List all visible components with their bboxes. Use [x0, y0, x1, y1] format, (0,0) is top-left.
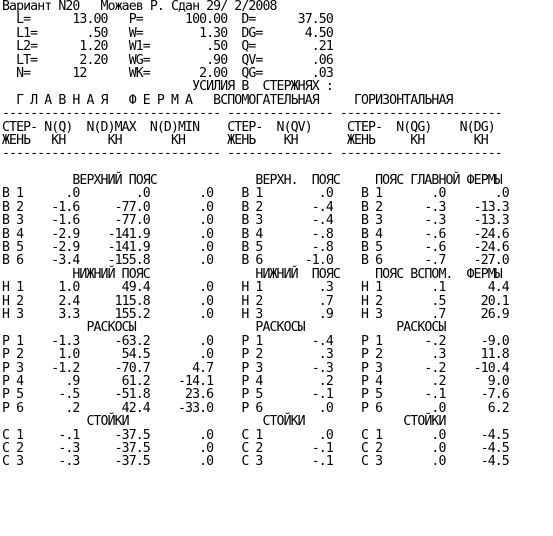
report-line: Г Л А В Н А Я Ф Е Р М А ВСПОМОГАТЕЛЬНАЯ ГОРИЗОНТАЛЬНАЯ	[2, 92, 453, 108]
report-line: СТЕР- N(Q) N(D)MAX N(D)MIN СТЕР- N(QV) СТЕР- N(QG) N(DG)	[2, 119, 495, 135]
report-line: НИЖНИЙ ПОЯС НИЖНИЙ ПОЯС ПОЯС ВСПОМ. ФЕРМЫ	[2, 266, 502, 282]
report-line: РАСКОСЫ РАСКОСЫ РАСКОСЫ	[2, 320, 446, 336]
report-line: Р 1 -1.3 -63.2 .0 Р 1 -.4 Р 1 -.2 -9.0	[2, 333, 509, 349]
report-line: С 3 -.3 -37.5 .0 С 3 -.1 С 3 .0 -4.5	[2, 454, 509, 470]
report-line: ------------------------------- --------------- -----------------------	[2, 106, 502, 122]
report-line: Н 3 3.3 155.2 .0 Н 3 .9 Н 3 .7 26.9	[2, 306, 509, 322]
report-line: N= 12 WK= 2.00 QG= .03	[2, 65, 333, 81]
report-line: В 2 -1.6 -77.0 .0 В 2 -.4 В 2 -.3 -13.3	[2, 199, 509, 215]
report-line: Р 3 -1.2 -70.7 4.7 Р 3 -.3 Р 3 -.2 -10.4	[2, 360, 509, 376]
report-line: В 3 -1.6 -77.0 .0 В 3 -.4 В 3 -.3 -13.3	[2, 213, 509, 229]
report-line: Р 2 1.0 54.5 .0 Р 2 .3 Р 2 .3 11.8	[2, 347, 509, 363]
report-line: Р 5 -.5 -51.8 23.6 Р 5 -.1 Р 5 -.1 -7.6	[2, 387, 509, 403]
report-line: Вариант N20 Можаев Р. Сдан 29/ 2/2008	[2, 0, 277, 14]
report-line: В 5 -2.9 -141.9 .0 В 5 -.8 В 5 -.6 -24.6	[2, 240, 509, 256]
report-line: ЖЕНЬ КН КН КН ЖЕНЬ КН ЖЕНЬ КН КН	[2, 132, 488, 148]
report-line: СТОЙКИ СТОЙКИ СТОЙКИ	[2, 414, 446, 430]
report-line: ------------------------------- --------------- -----------------------	[2, 146, 502, 162]
report-line: Р 4 .9 61.2 -14.1 Р 4 .2 Р 4 .2 9.0	[2, 373, 509, 389]
report-line: L= 13.00 P= 100.00 D= 37.50	[2, 12, 333, 28]
truss-forces-report	[2, 0, 509, 469]
report-line: В 4 -2.9 -141.9 .0 В 4 -.8 В 4 -.6 -24.6	[2, 226, 509, 242]
report-line: LT= 2.20 WG= .90 QV= .06	[2, 52, 333, 68]
report-line: L1= .50 W= 1.30 DG= 4.50	[2, 25, 333, 41]
report-line: Р 6 .2 42.4 -33.0 Р 6 .0 Р 6 .0 6.2	[2, 400, 509, 416]
report-line: С 1 -.1 -37.5 .0 С 1 .0 С 1 .0 -4.5	[2, 427, 509, 443]
report-line: В 1 .0 .0 .0 В 1 .0 В 1 .0 .0	[2, 186, 509, 202]
report-line: ВЕРХНИЙ ПОЯС ВЕРХН. ПОЯС ПОЯС ГЛАВНОЙ ФЕРМЫ	[2, 173, 502, 189]
report-line: С 2 -.3 -37.5 .0 С 2 -.1 С 2 .0 -4.5	[2, 440, 509, 456]
report-line: Н 2 2.4 115.8 .0 Н 2 .7 Н 2 .5 20.1	[2, 293, 509, 309]
report-line: УСИЛИЯ В СТЕРЖНЯХ :	[2, 79, 333, 95]
report-line: L2= 1.20 W1= .50 Q= .21	[2, 39, 333, 55]
report-line: Н 1 1.0 49.4 .0 Н 1 .3 Н 1 .1 4.4	[2, 280, 509, 296]
report-line: В 6 -3.4 -155.8 .0 В 6 -1.0 В 6 -.7 -27.0	[2, 253, 509, 269]
